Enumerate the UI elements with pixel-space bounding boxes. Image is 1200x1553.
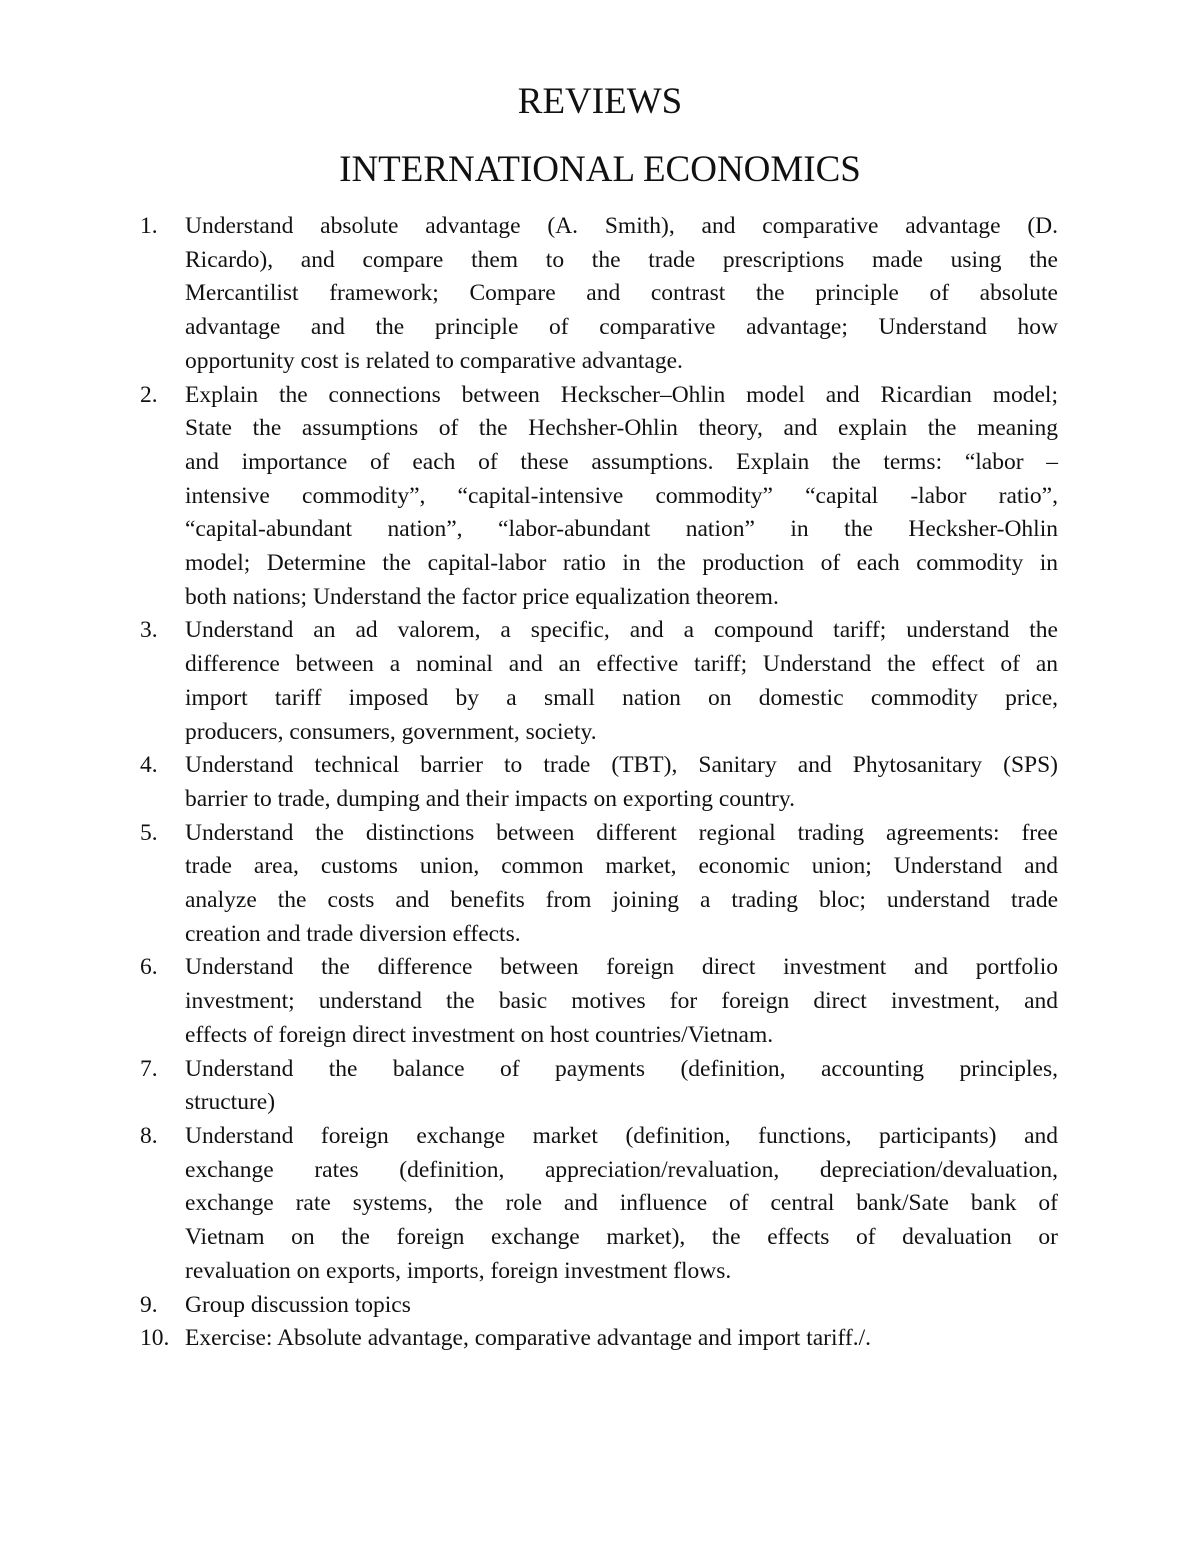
item-text-line: barrier to trade, dumping and their impacts on exporting country. (185, 785, 795, 812)
item-text-line: opportunity cost is related to comparative advantage. (185, 347, 683, 374)
list-item (140, 1053, 1060, 1120)
document-title: REVIEWS (517, 81, 683, 122)
document-subtitle: INTERNATIONAL ECONOMICS (339, 149, 861, 190)
item-text-line: “capital-abundant nation”, “labor-abundant nation” in the Hecksher-Ohlin (185, 516, 1058, 543)
item-text-line: investment; understand the basic motives for foreign direct investment, and (185, 988, 1058, 1015)
item-text-line: creation and trade diversion effects. (185, 920, 521, 947)
item-text-line: import tariff imposed by a small nation on domestic commodity price, (185, 684, 1058, 711)
item-number: 8. (140, 1122, 158, 1149)
item-text-line: Explain the connections between Heckscher–Ohlin model and Ricardian model; (185, 381, 1058, 408)
item-number: 9. (140, 1291, 158, 1318)
item-text-line: Understand the distinctions between different regional trading agreements: free (185, 819, 1058, 846)
list-item (140, 210, 1060, 379)
item-text-line: structure) (185, 1089, 276, 1116)
list-item (140, 817, 1060, 952)
item-text-line: trade area, customs union, common market, economic union; Understand and (185, 853, 1058, 880)
item-number: 7. (140, 1055, 158, 1082)
item-text-line: Understand the balance of payments (definition, accounting principles, (185, 1055, 1058, 1082)
item-text-line: producers, consumers, government, society. (185, 718, 597, 745)
list-item (140, 749, 1060, 816)
list-item (140, 379, 1060, 615)
item-text-line: Exercise: Absolute advantage, comparative advantage and import tariff./. (185, 1325, 872, 1352)
item-text-line: and importance of each of these assumptions. Explain the terms: “labor – (185, 448, 1058, 475)
item-text-line: Understand technical barrier to trade (TBT), Sanitary and Phytosanitary (SPS) (185, 752, 1058, 779)
item-text-line: both nations; Understand the factor price equalization theorem. (185, 583, 779, 610)
item-number: 3. (140, 617, 158, 644)
item-number: 1. (140, 213, 158, 239)
list-item (140, 614, 1060, 749)
item-text-line: Understand the difference between foreign direct investment and portfolio (185, 954, 1058, 981)
item-text-line: model; Determine the capital-labor ratio in the production of each commodity in (185, 550, 1058, 577)
item-text-line: Understand an ad valorem, a specific, and a compound tariff; understand the (185, 617, 1058, 644)
item-text-line: State the assumptions of the Hechsher-Ohlin theory, and explain the meaning (185, 415, 1058, 442)
list-item (140, 1322, 1060, 1356)
item-number: 5. (140, 819, 158, 846)
item-number: 6. (140, 954, 158, 981)
item-text-line: Mercantilist framework; Compare and contrast the principle of absolute (185, 280, 1058, 307)
review-topics-list (140, 210, 1060, 1356)
item-number: 10. (140, 1325, 170, 1352)
item-number: 4. (140, 752, 158, 779)
item-text-line: exchange rates (definition, appreciation/revaluation, depreciation/devaluation, (185, 1156, 1058, 1183)
item-text-line: Understand foreign exchange market (definition, functions, participants) and (185, 1122, 1058, 1149)
list-item (140, 1289, 1060, 1323)
item-number: 2. (140, 381, 158, 408)
list-item (140, 951, 1060, 1052)
item-text-line: analyze the costs and benefits from joining a trading bloc; understand trade (185, 887, 1058, 914)
item-text-line: difference between a nominal and an effective tariff; Understand the effect of an (185, 651, 1058, 678)
item-text-line: intensive commodity”, “capital-intensive commodity” “capital -labor ratio”, (185, 482, 1058, 509)
item-text-line: exchange rate systems, the role and influence of central bank/Sate bank of (185, 1190, 1058, 1217)
item-text-line: effects of foreign direct investment on host countries/Vietnam. (185, 1021, 774, 1048)
list-item (140, 1120, 1060, 1289)
item-text-line: Vietnam on the foreign exchange market), the effects of devaluation or (185, 1224, 1058, 1251)
item-text-line: advantage and the principle of comparative advantage; Understand how (185, 314, 1058, 341)
item-text-line: Ricardo), and compare them to the trade prescriptions made using the (185, 246, 1058, 273)
item-text-line: Understand absolute advantage (A. Smith), and comparative advantage (D. (185, 213, 1058, 239)
item-text-line: revaluation on exports, imports, foreign investment flows. (185, 1257, 732, 1284)
item-text-line: Group discussion topics (185, 1291, 411, 1318)
